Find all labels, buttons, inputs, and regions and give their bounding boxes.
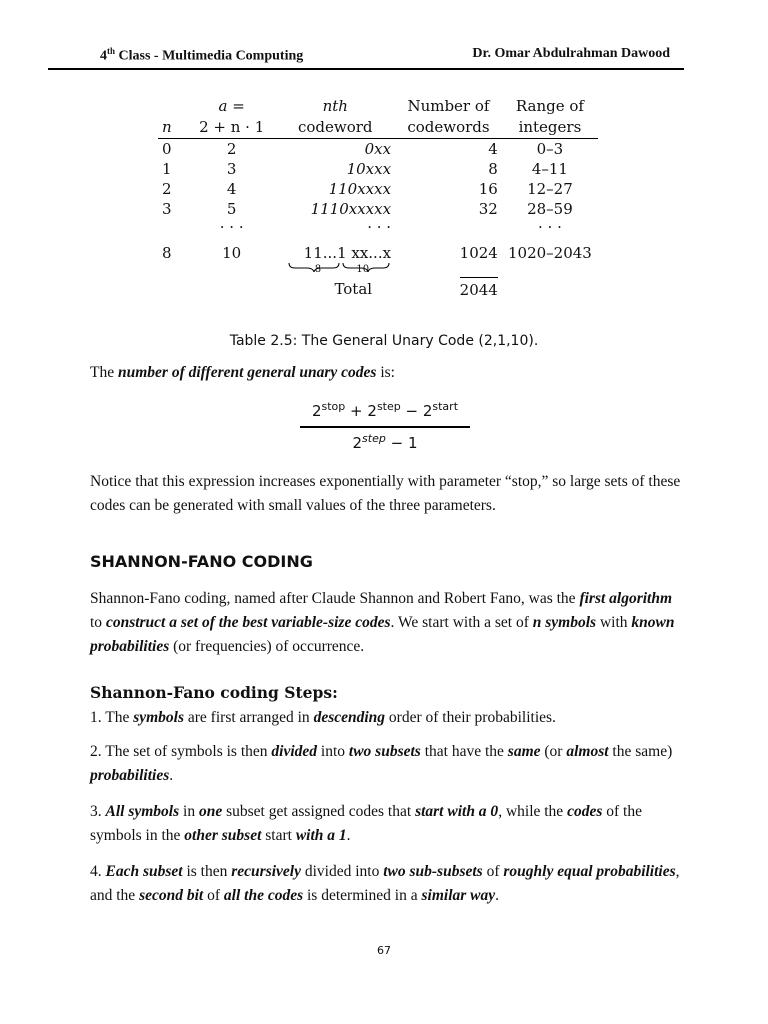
shannon-fano-intro: Shannon-Fano coding, named after Claude Shannon and Robert Fano, was the first algorithm to construct a set of the best variable-size codes. We start with a set of n symbols with known probabilities (or frequencies) of occurrence. [90, 590, 675, 655]
cell-n: 1 [162, 160, 172, 178]
header-codeword [275, 96, 395, 139]
braced-codeword: 11...1 xx...x [303, 244, 392, 262]
brace-label-xs: 10 [356, 264, 370, 275]
notice-paragraph: Notice that this expression increases exponentially with parameter “stop,” so large sets of these codes can be generated with small values of the three parameters. [90, 473, 681, 514]
header-a-bottom: 2 + n · 1 [199, 118, 265, 136]
section-heading: SHANNON-FANO CODING [90, 552, 313, 571]
ellipsis-range: · · · [538, 218, 562, 236]
formula-numerator: $2^{stop} + 2^{step} - 2^{start}$ [300, 400, 470, 428]
step-2: 2. The set of symbols is then divided into two subsets that have the same (or almost the same) probabilities. [90, 743, 673, 784]
total-label: Total [334, 279, 373, 298]
cell-n: 8 [162, 244, 172, 262]
course-title-number: 4 [100, 48, 107, 64]
header-a-top: a = [218, 97, 245, 115]
cell-a: 5 [226, 200, 237, 218]
table-header-row [158, 96, 598, 139]
table-row [158, 159, 598, 179]
page-number: 67 [377, 944, 391, 957]
intro-emphasis: number of different general unary codes [117, 364, 377, 381]
header-range-bottom: integers [518, 118, 582, 136]
brace-label-ones: 8 [314, 264, 322, 275]
cell-range: 0–3 [536, 140, 564, 158]
intro-text: The [90, 364, 118, 381]
author-name: Dr. Omar Abdulrahman Dawood [472, 46, 670, 61]
steps-title: Shannon-Fano coding Steps: [90, 683, 338, 702]
brace-labels [279, 263, 391, 277]
header-codeword-bottom: codeword [297, 118, 373, 136]
step-4: 4. Each subset is then recursively divided into two sub-subsets of roughly equal probabilities, and the second bit of all the codes is determined in a similar way. [90, 863, 680, 904]
table-row [158, 199, 598, 219]
cell-code: 10xxx [346, 160, 392, 178]
header-count-bottom: codewords [407, 118, 490, 136]
header-count [395, 96, 502, 139]
header-a [188, 96, 276, 139]
header-codeword-top: nth [322, 97, 348, 115]
cell-count: 8 [488, 160, 498, 178]
course-title [100, 46, 303, 65]
cell-code: 0xx [364, 140, 392, 158]
table-row [158, 139, 598, 160]
table-row [158, 179, 598, 199]
header-n: n [162, 118, 172, 136]
cell-n: 0 [162, 140, 172, 158]
header-range-top: Range of [515, 97, 584, 115]
table-caption: Table 2.5: The General Unary Code (2,1,10). [229, 333, 539, 349]
brace-labels-row [158, 263, 598, 277]
unary-count-formula [300, 400, 470, 452]
cell-a: 4 [226, 180, 237, 198]
cell-count: 32 [478, 200, 498, 218]
cell-code: 1110xxxxx [310, 200, 392, 218]
cell-range: 1020–2043 [507, 244, 592, 262]
intro-paragraph [90, 361, 686, 385]
cell-code: 110xxxx [328, 180, 392, 198]
cell-count: 16 [478, 180, 498, 198]
course-title-text: Class - Multimedia Computing [115, 48, 304, 64]
ellipsis-row [158, 219, 598, 235]
total-row [158, 277, 598, 300]
cell-n: 2 [162, 180, 172, 198]
course-title-ordinal: th [107, 46, 116, 56]
total-value: 2044 [460, 277, 498, 300]
cell-a: 10 [222, 244, 242, 262]
step-3: 3. All symbols in one subset get assigned codes that start with a 0, while the codes of the symbols in the other subset start with a 1. [90, 803, 642, 844]
formula-denominator: $2^{step} - 1$ [352, 432, 418, 452]
unary-code-table [158, 96, 598, 300]
cell-range: 28–59 [527, 200, 573, 218]
ellipsis-code: · · · [367, 218, 392, 236]
page-header [48, 44, 684, 70]
header-range [502, 96, 598, 139]
step-1: 1. The symbols are first arranged in descending order of their probabilities. [90, 709, 556, 726]
header-count-top: Number of [407, 97, 490, 115]
intro-text-end: is: [376, 364, 395, 381]
cell-range: 4–11 [531, 160, 568, 178]
cell-code-braced [275, 235, 395, 263]
cell-n: 3 [162, 200, 172, 218]
cell-a: 2 [226, 140, 237, 158]
cell-range: 12–27 [527, 180, 573, 198]
cell-count: 1024 [459, 244, 498, 262]
cell-count: 4 [488, 140, 498, 158]
cell-a: 3 [226, 160, 237, 178]
ellipsis-a: · · · [219, 218, 244, 236]
table-row-last [158, 235, 598, 263]
